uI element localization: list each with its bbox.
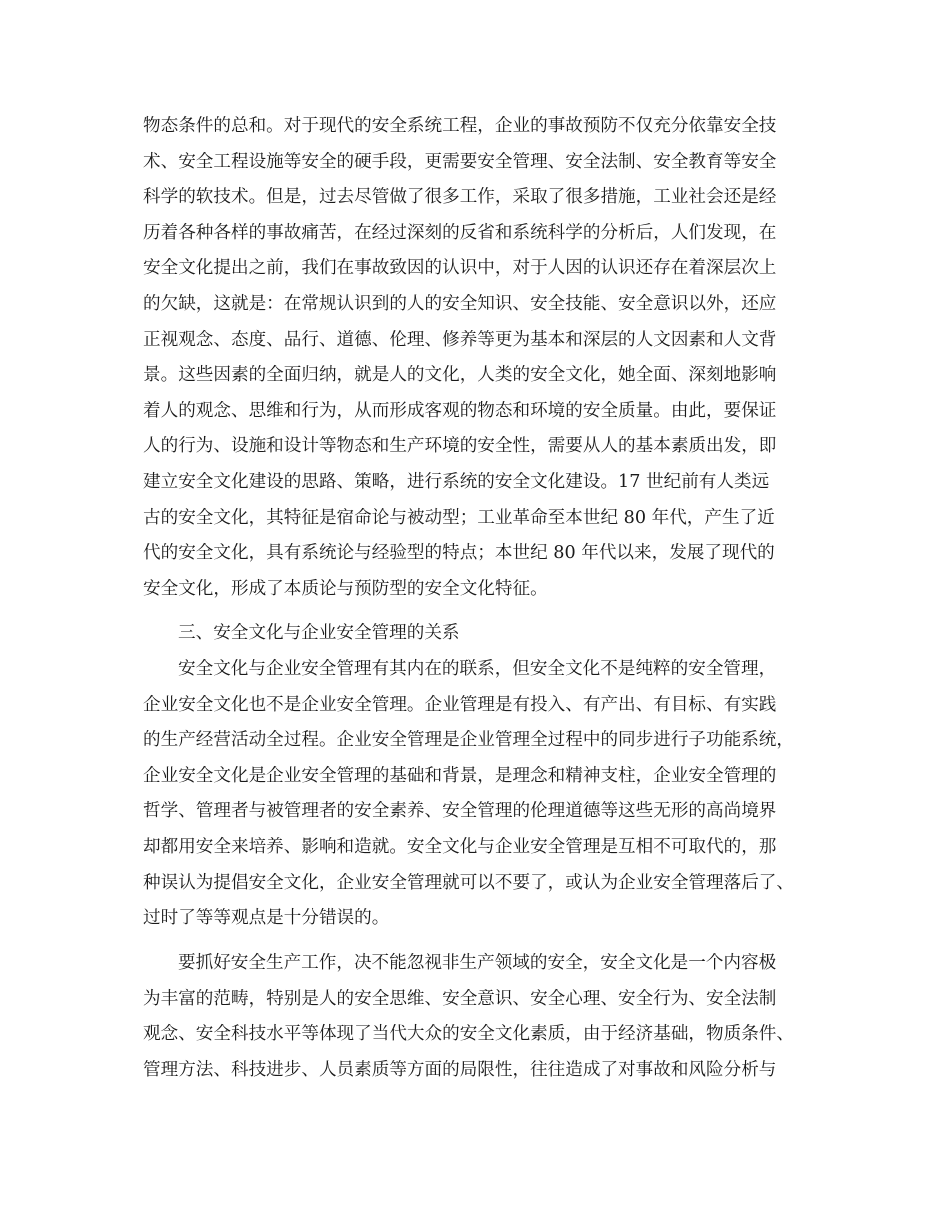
text-line: 安全文化提出之前，我们在事故致因的认识中，对于人因的认识还存在着深层次上 <box>143 258 777 279</box>
text-line: 却都用安全来培养、影响和造就。安全文化与企业安全管理是互相不可取代的，那 <box>143 836 777 857</box>
text-line: 管理方法、科技进步、人员素质等方面的局限性，往往造成了对事故和风险分析与 <box>143 1059 777 1080</box>
text-line: 观念、安全科技水平等体现了当代大众的安全文化素质，由于经济基础，物质条件、 <box>143 1024 794 1045</box>
text-line: 人的行为、设施和设计等物态和生产环境的安全性，需要从人的基本素质出发，即 <box>143 436 777 457</box>
text-line: 企业安全文化是企业安全管理的基础和背景，是理念和精神支柱，企业安全管理的 <box>143 765 777 786</box>
text-line: 历着各种各样的事故痛苦，在经过深刻的反省和系统科学的分析后，人们发现，在 <box>143 222 777 243</box>
text-line: 为丰富的范畴，特别是人的安全思维、安全意识、安全心理、安全行为、安全法制 <box>143 988 777 1009</box>
text-line: 科学的软技术。但是，过去尽管做了很多工作，采取了很多措施，工业社会还是经 <box>143 187 777 208</box>
text-line: 的生产经营活动全过程。企业安全管理是企业管理全过程中的同步进行子功能系统， <box>143 730 794 751</box>
text-line: 安全文化与企业安全管理有其内在的联系，但安全文化不是纯粹的安全管理， <box>178 659 777 679</box>
text-line: 术、安全工程设施等安全的硬手段，更需要安全管理、安全法制、安全教育等安全 <box>143 151 777 172</box>
text-line: 建立安全文化建设的思路、策略，进行系统的安全文化建设。17 世纪前有人类远 <box>143 471 770 492</box>
text-line: 安全文化，形成了本质论与预防型的安全文化特征。 <box>143 578 548 599</box>
body-paragraph-2 <box>143 652 815 937</box>
section-heading <box>178 616 815 652</box>
section-heading-text: 三、安全文化与企业安全管理的关系 <box>178 623 460 643</box>
text-line: 要抓好安全生产工作，决不能忽视非生产领域的安全，安全文化是一个内容极 <box>178 953 777 973</box>
text-line: 种误认为提倡安全文化，企业安全管理就可以不要了，或认为企业安全管理落后了、 <box>143 872 794 893</box>
text-line: 哲学、管理者与被管理者的安全素养、安全管理的伦理道德等这些无形的高尚境界 <box>143 801 777 822</box>
text-line: 代的安全文化，具有系统论与经验型的特点；本世纪 80 年代以来，发展了现代的 <box>143 543 775 564</box>
text-line: 过时了等等观点是十分错误的。 <box>143 908 390 929</box>
body-paragraph-3 <box>143 946 815 1088</box>
text-line: 正视观念、态度、品行、道德、伦理、修养等更为基本和深层的人文因素和人文背 <box>143 329 777 350</box>
text-line: 企业安全文化也不是企业安全管理。企业管理是有投入、有产出、有目标、有实践 <box>143 694 777 715</box>
text-line: 古的安全文化，其特征是宿命论与被动型；工业革命至本世纪 80 年代，产生了近 <box>143 507 775 528</box>
text-line: 着人的观念、思维和行为，从而形成客观的物态和环境的安全质量。由此，要保证 <box>143 400 777 421</box>
body-paragraph-1 <box>143 109 815 607</box>
text-line: 景。这些因素的全面归纳，就是人的文化，人类的安全文化，她全面、深刻地影响 <box>143 365 777 386</box>
text-line: 物态条件的总和。对于现代的安全系统工程，企业的事故预防不仅充分依靠安全技 <box>143 116 777 136</box>
text-line: 的欠缺，这就是：在常规认识到的人的安全知识、安全技能、安全意识以外，还应 <box>143 293 777 314</box>
